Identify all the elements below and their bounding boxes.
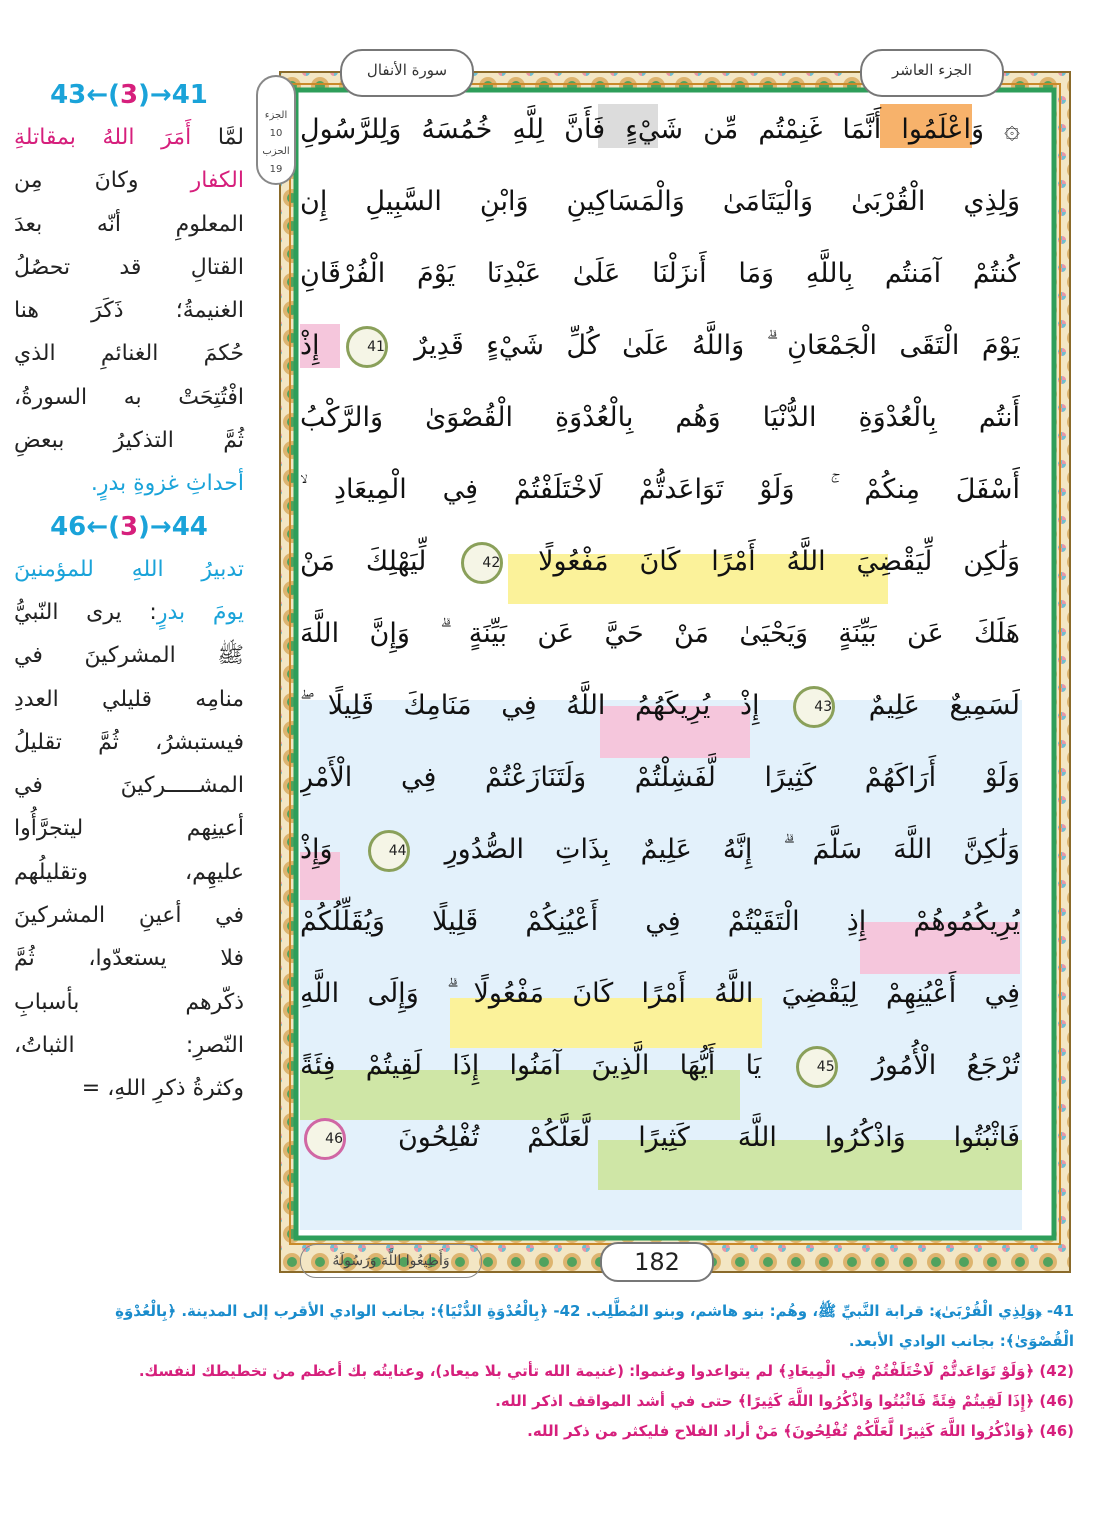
quran-line (300, 606, 1020, 661)
margin-text: وكانَ مِن (14, 168, 191, 194)
quran-line (300, 678, 1020, 733)
margin-text: ﷺ المشركينَ في (14, 643, 244, 669)
margin-text: عليهِم، وتقليلُهم (14, 859, 244, 885)
margin-line (14, 1024, 244, 1067)
quran-text: يُرِيكُمُوهُمْ إِذِ الْتَقَيْتُمْ فِي أَعْيُنِكُمْ قَلِيلًا وَيُقَلِّلُكُمْ (300, 906, 1020, 937)
margin-text: : يرى النّبيُّ (14, 599, 157, 625)
page-number: 182 (600, 1242, 714, 1282)
margin-text: أحداثِ غزوةِ بدرٍ. (90, 471, 244, 497)
margin-text: فيستبشرُ، ثُمَّ تقليلُ (14, 729, 244, 755)
margin-line (14, 851, 244, 894)
margin-line (14, 981, 244, 1024)
quran-text: إِذْ (300, 330, 342, 361)
quran-text: أَسْفَلَ مِنكُمْ ۚ وَلَوْ تَوَاعَدتُّمْ لَاخْتَلَفْتُمْ فِي الْمِيعَادِ ۙ (300, 474, 1020, 505)
quran-text: وَلِذِي الْقُرْبَىٰ وَالْيَتَامَىٰ وَالْمَسَاكِينِ وَابْنِ السَّبِيلِ إِن (300, 186, 1020, 217)
range-count: 3 (119, 511, 139, 542)
quran-text-area (300, 96, 1020, 1236)
quran-text: فَاثْبُتُوا وَاذْكُرُوا اللَّهَ كَثِيرًا لَّعَلَّكُمْ تُفْلِحُونَ (350, 1122, 1020, 1153)
quran-line (300, 1038, 1020, 1093)
ayah-number-marker: 41 (346, 326, 388, 368)
margin-text: المعلومِ أنّه بعدَ (14, 211, 244, 237)
margin-text: في أعينِ المشركينَ (14, 903, 244, 929)
footnote-line: الْقُصْوَىٰ﴾: بجانب الوادي الأبعد. (848, 1332, 1074, 1350)
footnote-line: (46) ﴿وَاذْكُرُوا اللَّهَ كَثِيرًا لَّعَلَّكُمْ تُفْلِحُونَ﴾ مَنْ أراد الفلاح فليكثر من ذكر الله. (527, 1422, 1074, 1440)
margin-line (14, 1067, 244, 1110)
quran-line (300, 1110, 1020, 1165)
margin-text: حُكمَ الغنائمِ الذي (14, 341, 244, 367)
margin-line (14, 419, 244, 462)
ayah-number-marker: 44 (368, 830, 410, 872)
margin-text: تدبيرُ اللهِ للمؤمنينَ (14, 556, 244, 582)
margin-text: وكثرةُ ذكرِ اللهِ، = (81, 1076, 244, 1102)
margin-text: فلا يستعدّوا، ثُمَّ (14, 946, 244, 972)
margin-line (14, 548, 244, 591)
margin-line (14, 678, 244, 721)
margin-line (14, 289, 244, 332)
verse-range-2: 46←(3)→44 (50, 511, 208, 542)
margin-text: لمَّا (191, 125, 244, 150)
surah-name-plate: سورة الأنفال (340, 49, 474, 97)
margin-paragraph-2 (14, 548, 244, 1111)
margin-text: أعينِهم ليتجرَّأُوا (14, 816, 244, 842)
tafsir-margin (14, 74, 244, 1279)
quran-text: وَلَٰكِن لِّيَقْضِيَ اللَّهُ أَمْرًا كَانَ مَفْعُولًا (507, 546, 1020, 577)
margin-line (14, 116, 244, 159)
range-end: 43 (50, 80, 87, 110)
quran-line (300, 966, 1020, 1021)
margin-text: النّصرِ: الثباتُ، (14, 1032, 244, 1058)
margin-text: القتالِ قد تحصُلُ (14, 254, 244, 280)
margin-text: ثُمَّ التذكيرُ ببعضِ (14, 428, 244, 454)
margin-line (14, 894, 244, 937)
margin-line (14, 462, 244, 505)
quran-text: وَلَوْ أَرَاكَهُمْ كَثِيرًا لَّفَشِلْتُمْ وَلَتَنَازَعْتُمْ فِي الْأَمْرِ (300, 762, 1020, 793)
footnote-line: (46) ﴿إِذَا لَقِيتُمْ فِئَةً فَاثْبُتُوا وَاذْكُرُوا اللَّهَ كَثِيرًا﴾ حتى في أشد المواقف اذكر الله. (495, 1392, 1074, 1410)
margin-text: أَمَرَ اللهُ بمقاتلةِ (14, 125, 192, 150)
range-start: 44 (171, 511, 208, 542)
margin-text: افْتُتِحَتْ به السورةُ، (14, 384, 244, 410)
quran-text: تُرْجَعُ الْأُمُورُ (841, 1050, 1020, 1081)
juz-hizb-marker (256, 75, 296, 185)
quran-line (300, 174, 1020, 229)
margin-line (14, 764, 244, 807)
quran-text: يَوْمَ الْتَقَى الْجَمْعَانِ ۗ وَاللَّهُ عَلَىٰ كُلِّ شَيْءٍ قَدِيرٌ (391, 330, 1020, 361)
quran-text: وَإِذْ (300, 834, 364, 865)
ayah-number-marker: 43 (793, 686, 835, 728)
quran-text: لِّيَهْلِكَ مَنْ (300, 546, 458, 577)
ayah-number-marker: 46 (304, 1118, 346, 1160)
catchword: وَأَطِيعُوا اللَّهَ وَرَسُولَهُ (300, 1244, 482, 1278)
ayah-number-marker: 45 (796, 1046, 838, 1088)
quran-line (300, 390, 1020, 445)
margin-line (14, 937, 244, 980)
quran-line (300, 102, 1020, 157)
quran-line (300, 822, 1020, 877)
margin-line (14, 634, 244, 677)
margin-line (14, 807, 244, 850)
quran-text: فِي أَعْيُنِهِمْ لِيَقْضِيَ اللَّهُ أَمْرًا كَانَ مَفْعُولًا ۗ وَإِلَى اللَّهِ (300, 978, 1020, 1009)
margin-text: المشـــــركينَ في (14, 773, 244, 799)
quran-text: لَسَمِيعٌ عَلِيمٌ (839, 690, 1020, 721)
quran-text: وَلَٰكِنَّ اللَّهَ سَلَّمَ ۗ إِنَّهُ عَلِيمٌ بِذَاتِ الصُّدُورِ (413, 834, 1020, 865)
verse-range-1: 43←(3)→41 (50, 80, 208, 110)
ayah-number-marker: 42 (461, 542, 503, 584)
margin-text: الغنيمةُ؛ ذَكَرَ هنا (14, 298, 244, 324)
quran-text: ۞ وَاعْلَمُوا أَنَّمَا غَنِمْتُم مِّن شَيْءٍ فَأَنَّ لِلَّهِ خُمُسَهُ وَلِلرَّسُولِ (300, 114, 1020, 145)
quran-text: كُنتُمْ آمَنتُم بِاللَّهِ وَمَا أَنزَلْنَا عَلَىٰ عَبْدِنَا يَوْمَ الْفُرْقَانِ (300, 258, 1020, 289)
quran-line (300, 894, 1020, 949)
margin-paragraph-1 (14, 116, 244, 506)
quran-line (300, 462, 1020, 517)
quran-line (300, 750, 1020, 805)
margin-line (14, 721, 244, 764)
footnote-line: (42) ﴿وَلَوْ تَوَاعَدتُّمْ لَاخْتَلَفْتُمْ فِي الْمِيعَادِ﴾ لم يتواعدوا وغنموا: (غنيمة الله تأتي بلا ميعاد)، وعنايتُه بك أعظم من تخطيطك لنفسك. (138, 1362, 1074, 1380)
hizb-number: الحزب 19 (262, 146, 290, 175)
range-start: 41 (171, 80, 208, 110)
quran-line (300, 246, 1020, 301)
margin-line (14, 159, 244, 202)
footnotes (24, 1296, 1074, 1446)
margin-text: منامِه قليلي العددِ (14, 686, 244, 712)
margin-line (14, 376, 244, 419)
quran-text: إِذْ يُرِيكَهُمُ اللَّهُ فِي مَنَامِكَ قَلِيلًا ۖ (300, 690, 790, 721)
quran-line (300, 534, 1020, 589)
margin-line (14, 203, 244, 246)
margin-line (14, 332, 244, 375)
quran-text: يَا أَيُّهَا الَّذِينَ آمَنُوا إِذَا لَقِيتُمْ فِئَةً (300, 1050, 792, 1081)
quran-line (300, 318, 1020, 373)
juz-number: الجزء 10 (264, 110, 288, 139)
margin-line (14, 246, 244, 289)
range-count: 3 (119, 80, 139, 110)
quran-text: أَنتُم بِالْعُدْوَةِ الدُّنْيَا وَهُم بِالْعُدْوَةِ الْقُصْوَىٰ وَالرَّكْبُ (300, 402, 1020, 433)
quran-text: هَلَكَ عَن بَيِّنَةٍ وَيَحْيَىٰ مَنْ حَيَّ عَن بَيِّنَةٍ ۗ وَإِنَّ اللَّهَ (300, 618, 1020, 649)
juz-name-plate: الجزء العاشر (860, 49, 1004, 97)
margin-text: الكفار (190, 168, 244, 194)
margin-line (14, 591, 244, 634)
range-end: 46 (50, 511, 87, 542)
footnote-line: 41- ﴿وَلِذِي الْقُرْبَىٰ﴾: قرابة النَّبيِّ ﷺ، وهُم: بنو هاشم، وبنو المُطَّلِب. 42- ﴿بِالْعُدْوَةِ الدُّنْيَا﴾: بجانب الوادي الأقرب إلى المدينة. ﴿بِالْعُدْوَةِ (115, 1302, 1074, 1320)
margin-text: يومَ بدرٍ (156, 599, 245, 625)
margin-text: ذكّرهم بأسبابِ (14, 989, 244, 1015)
